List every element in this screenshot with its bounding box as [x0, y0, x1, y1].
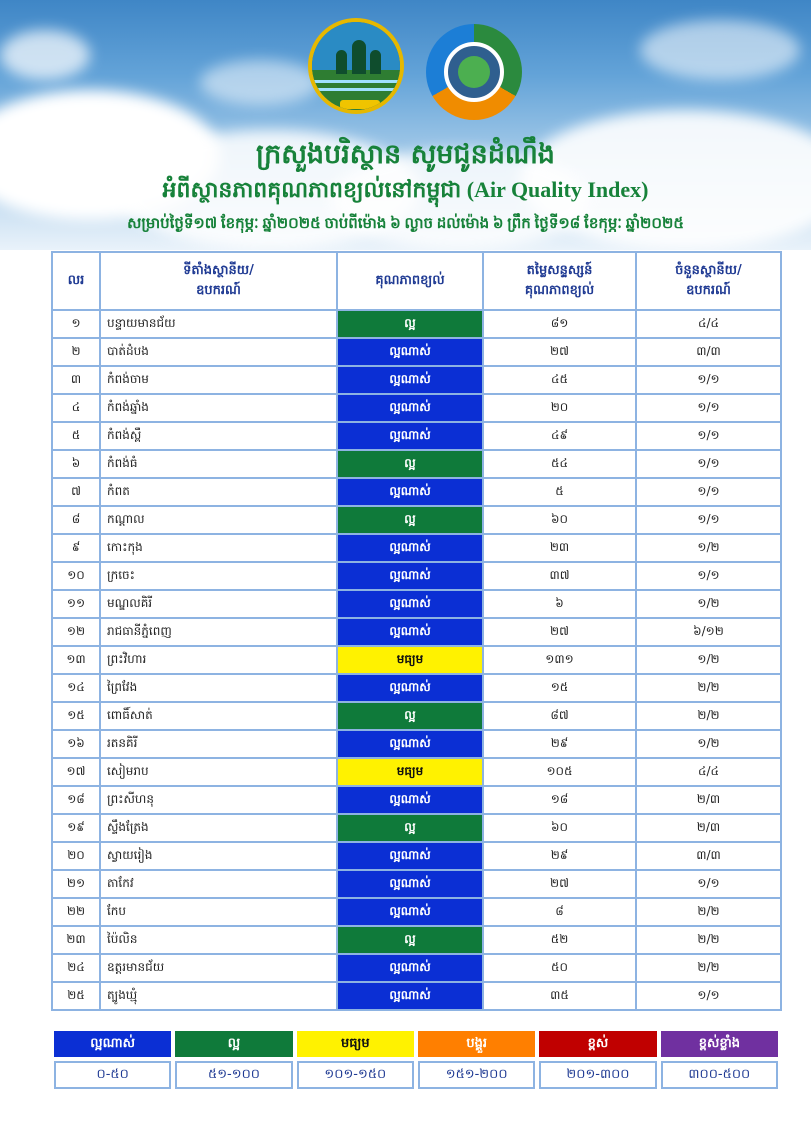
aqi-value: ១៨ — [483, 786, 636, 814]
quality-badge: ល្អ — [337, 310, 483, 338]
row-number: ១២ — [52, 618, 100, 646]
table-row — [52, 478, 781, 506]
table-row — [52, 870, 781, 898]
legend-swatch: ល្អណាស់ — [54, 1031, 171, 1057]
station-name: កែប — [100, 898, 337, 926]
aqi-value: ៦ — [483, 590, 636, 618]
row-number: ១៩ — [52, 814, 100, 842]
aqi-value: ៤៥ — [483, 366, 636, 394]
station-name: ស្វាយរៀង — [100, 842, 337, 870]
row-number: ១ — [52, 310, 100, 338]
station-count: ១/២ — [636, 646, 781, 674]
aqi-value: ៨១ — [483, 310, 636, 338]
aqi-value: ៦០ — [483, 814, 636, 842]
station-count: ១/២ — [636, 730, 781, 758]
page-title-line2: អំពីស្ថានភាពគុណភាពខ្យល់នៅកម្ពុជា (Air Quality Index) — [162, 177, 649, 202]
quality-badge: ល្អ — [337, 450, 483, 478]
station-count: ១/១ — [636, 450, 781, 478]
row-number: ១១ — [52, 590, 100, 618]
station-name: ត្បូងឃ្មុំ — [100, 982, 337, 1010]
station-count: ១/១ — [636, 870, 781, 898]
aqi-value: ២៧ — [483, 618, 636, 646]
station-count: ៣/៣ — [636, 842, 781, 870]
quality-badge: ល្អណាស់ — [337, 590, 483, 618]
header-no: លរ — [52, 252, 100, 310]
quality-badge: មធ្យម — [337, 646, 483, 674]
station-count: ២/២ — [636, 898, 781, 926]
quality-badge: ល្អណាស់ — [337, 954, 483, 982]
aqi-value: ២៩ — [483, 842, 636, 870]
station-name: មណ្ឌលគិរី — [100, 590, 337, 618]
legend-range: ០-៥០ — [54, 1061, 171, 1089]
station-count: ៤/៤ — [636, 758, 781, 786]
quality-badge: ល្អ — [337, 926, 483, 954]
station-name: ស្ទឹងត្រែង — [100, 814, 337, 842]
quality-badge: ល្អណាស់ — [337, 422, 483, 450]
aqi-value: ២៧ — [483, 338, 636, 366]
station-count: ៦/១២ — [636, 618, 781, 646]
station-name: កណ្ដាល — [100, 506, 337, 534]
quality-badge: ល្អណាស់ — [337, 562, 483, 590]
table-row — [52, 366, 781, 394]
row-number: ២១ — [52, 870, 100, 898]
table-row — [52, 842, 781, 870]
aqi-value: ៤៩ — [483, 422, 636, 450]
legend-swatch: ខ្ពស់ខ្លាំង — [661, 1031, 778, 1057]
station-count: ២/២ — [636, 674, 781, 702]
table-row — [52, 898, 781, 926]
row-number: ២៣ — [52, 926, 100, 954]
aqi-value: ១៥ — [483, 674, 636, 702]
header-station-count: ចំនួនស្ថានីយ/ ឧបករណ៍ — [636, 252, 781, 310]
legend-swatch: ល្អ — [175, 1031, 292, 1057]
station-name: ពោធិ៍សាត់ — [100, 702, 337, 730]
table-row — [52, 450, 781, 478]
aqi-value: ៦០ — [483, 506, 636, 534]
quality-badge: ល្អណាស់ — [337, 366, 483, 394]
station-name: កំពង់ឆ្នាំង — [100, 394, 337, 422]
aqi-legend — [50, 1027, 782, 1093]
station-count: ៤/៤ — [636, 310, 781, 338]
legend-swatch: បង្គួរ — [418, 1031, 535, 1057]
aqi-value: ២០ — [483, 394, 636, 422]
row-number: ២០ — [52, 842, 100, 870]
row-number: ២ — [52, 338, 100, 366]
station-count: ១/១ — [636, 394, 781, 422]
table-row — [52, 926, 781, 954]
aqi-value: ៥ — [483, 478, 636, 506]
quality-badge: ល្អណាស់ — [337, 618, 483, 646]
station-name: កោះកុង — [100, 534, 337, 562]
table-row — [52, 786, 781, 814]
report-date-subtitle: សម្រាប់ថ្ងៃទី១៧ ខែកុម្ភៈ ឆ្នាំ២០២៥ ចាប់ពីម៉ោង ៦ ល្ងាច ដល់ម៉ោង ៦ ព្រឹក ថ្ងៃទី១៨ ខែកុម្ភៈ ឆ្នាំ២០២៥ — [127, 216, 684, 232]
quality-badge: ល្អ — [337, 702, 483, 730]
row-number: ៨ — [52, 506, 100, 534]
station-count: ៣/៣ — [636, 338, 781, 366]
table-row — [52, 954, 781, 982]
aqi-value: ២៩ — [483, 730, 636, 758]
quality-badge: ល្អ — [337, 506, 483, 534]
aqi-value: ៨៧ — [483, 702, 636, 730]
station-count: ១/១ — [636, 982, 781, 1010]
row-number: ៦ — [52, 450, 100, 478]
table-row — [52, 646, 781, 674]
legend-swatch: ខ្ពស់ — [539, 1031, 656, 1057]
table-row — [52, 618, 781, 646]
aqi-value: ១០៥ — [483, 758, 636, 786]
quality-badge: ល្អណាស់ — [337, 534, 483, 562]
aqi-value: ២៣ — [483, 534, 636, 562]
table-row — [52, 338, 781, 366]
table-row — [52, 394, 781, 422]
station-name: សៀមរាប — [100, 758, 337, 786]
aqi-value: ៥៤ — [483, 450, 636, 478]
table-row — [52, 590, 781, 618]
legend-range: ១០១-១៥០ — [297, 1061, 414, 1089]
header-quality: គុណភាពខ្យល់ — [337, 252, 483, 310]
aqi-value: ២៧ — [483, 870, 636, 898]
page-title-line1: ក្រសួងបរិស្ថាន សូមជូនដំណឹង — [256, 139, 555, 170]
station-name: កំពង់ធំ — [100, 450, 337, 478]
quality-badge: មធ្យម — [337, 758, 483, 786]
station-count: ១/១ — [636, 506, 781, 534]
station-name: ព្រះសីហនុ — [100, 786, 337, 814]
aqi-value: ១៣១ — [483, 646, 636, 674]
station-count: ១/២ — [636, 534, 781, 562]
row-number: ២៥ — [52, 982, 100, 1010]
row-number: ១៨ — [52, 786, 100, 814]
station-count: ២/៣ — [636, 814, 781, 842]
station-name: ព្រៃវែង — [100, 674, 337, 702]
station-name: រតនគិរី — [100, 730, 337, 758]
table-row — [52, 422, 781, 450]
row-number: ១៣ — [52, 646, 100, 674]
row-number: ៧ — [52, 478, 100, 506]
table-row — [52, 310, 781, 338]
station-count: ១/១ — [636, 562, 781, 590]
row-number: ៥ — [52, 422, 100, 450]
row-number: ២២ — [52, 898, 100, 926]
table-row — [52, 814, 781, 842]
quality-badge: ល្អណាស់ — [337, 870, 483, 898]
quality-badge: ល្អណាស់ — [337, 338, 483, 366]
station-name: កំពង់ស្ពឺ — [100, 422, 337, 450]
legend-range: ៥១-១០០ — [175, 1061, 292, 1089]
aqi-value: ៣៧ — [483, 562, 636, 590]
station-name: បន្ទាយមានជ័យ — [100, 310, 337, 338]
row-number: ៩ — [52, 534, 100, 562]
station-count: ១/១ — [636, 422, 781, 450]
aqi-value: ៣៥ — [483, 982, 636, 1010]
quality-badge: ល្អណាស់ — [337, 674, 483, 702]
station-name: ព្រះវិហារ — [100, 646, 337, 674]
quality-badge: ល្អណាស់ — [337, 730, 483, 758]
station-count: ២/៣ — [636, 786, 781, 814]
station-name: ប៉ៃលិន — [100, 926, 337, 954]
table-row — [52, 730, 781, 758]
legend-swatch: មធ្យម — [297, 1031, 414, 1057]
row-number: ១៧ — [52, 758, 100, 786]
air-quality-table — [51, 251, 782, 1011]
header-station: ទីតាំងស្ថានីយ/ ឧបករណ៍ — [100, 252, 337, 310]
row-number: ១៦ — [52, 730, 100, 758]
station-count: ១/២ — [636, 590, 781, 618]
quality-badge: ល្អណាស់ — [337, 982, 483, 1010]
station-name: កំពត — [100, 478, 337, 506]
row-number: ៤ — [52, 394, 100, 422]
station-count: ២/២ — [636, 702, 781, 730]
table-row — [52, 534, 781, 562]
quality-badge: ល្អណាស់ — [337, 478, 483, 506]
station-name: រាជធានីភ្នំពេញ — [100, 618, 337, 646]
station-name: ឧត្ដរមានជ័យ — [100, 954, 337, 982]
row-number: ១០ — [52, 562, 100, 590]
table-header-row — [52, 252, 781, 310]
quality-badge: ល្អណាស់ — [337, 898, 483, 926]
quality-badge: ល្អណាស់ — [337, 842, 483, 870]
station-name: ក្រចេះ — [100, 562, 337, 590]
table-row — [52, 562, 781, 590]
aqi-value: ៥០ — [483, 954, 636, 982]
station-count: ២/២ — [636, 954, 781, 982]
aqi-value: ៥២ — [483, 926, 636, 954]
header-index-value: តម្លៃសន្ទស្សន៍ គុណភាពខ្យល់ — [483, 252, 636, 310]
sky-header-background — [0, 0, 811, 250]
row-number: ២៤ — [52, 954, 100, 982]
aqi-value: ៨ — [483, 898, 636, 926]
table-row — [52, 674, 781, 702]
station-count: ២/២ — [636, 926, 781, 954]
station-name: តាកែវ — [100, 870, 337, 898]
table-row — [52, 702, 781, 730]
station-name: កំពង់ចាម — [100, 366, 337, 394]
row-number: ១៥ — [52, 702, 100, 730]
table-row — [52, 506, 781, 534]
quality-badge: ល្អណាស់ — [337, 394, 483, 422]
legend-range: ១៥១-២០០ — [418, 1061, 535, 1089]
quality-badge: ល្អ — [337, 814, 483, 842]
table-row — [52, 982, 781, 1010]
legend-range: ៣០០-៥០០ — [661, 1061, 778, 1089]
station-count: ១/១ — [636, 478, 781, 506]
row-number: ៣ — [52, 366, 100, 394]
air-quality-program-logo — [426, 24, 522, 120]
station-count: ១/១ — [636, 366, 781, 394]
table-row — [52, 758, 781, 786]
row-number: ១៤ — [52, 674, 100, 702]
legend-range: ២០១-៣០០ — [539, 1061, 656, 1089]
station-name: បាត់ដំបង — [100, 338, 337, 366]
ministry-environment-logo — [308, 18, 404, 114]
quality-badge: ល្អណាស់ — [337, 786, 483, 814]
